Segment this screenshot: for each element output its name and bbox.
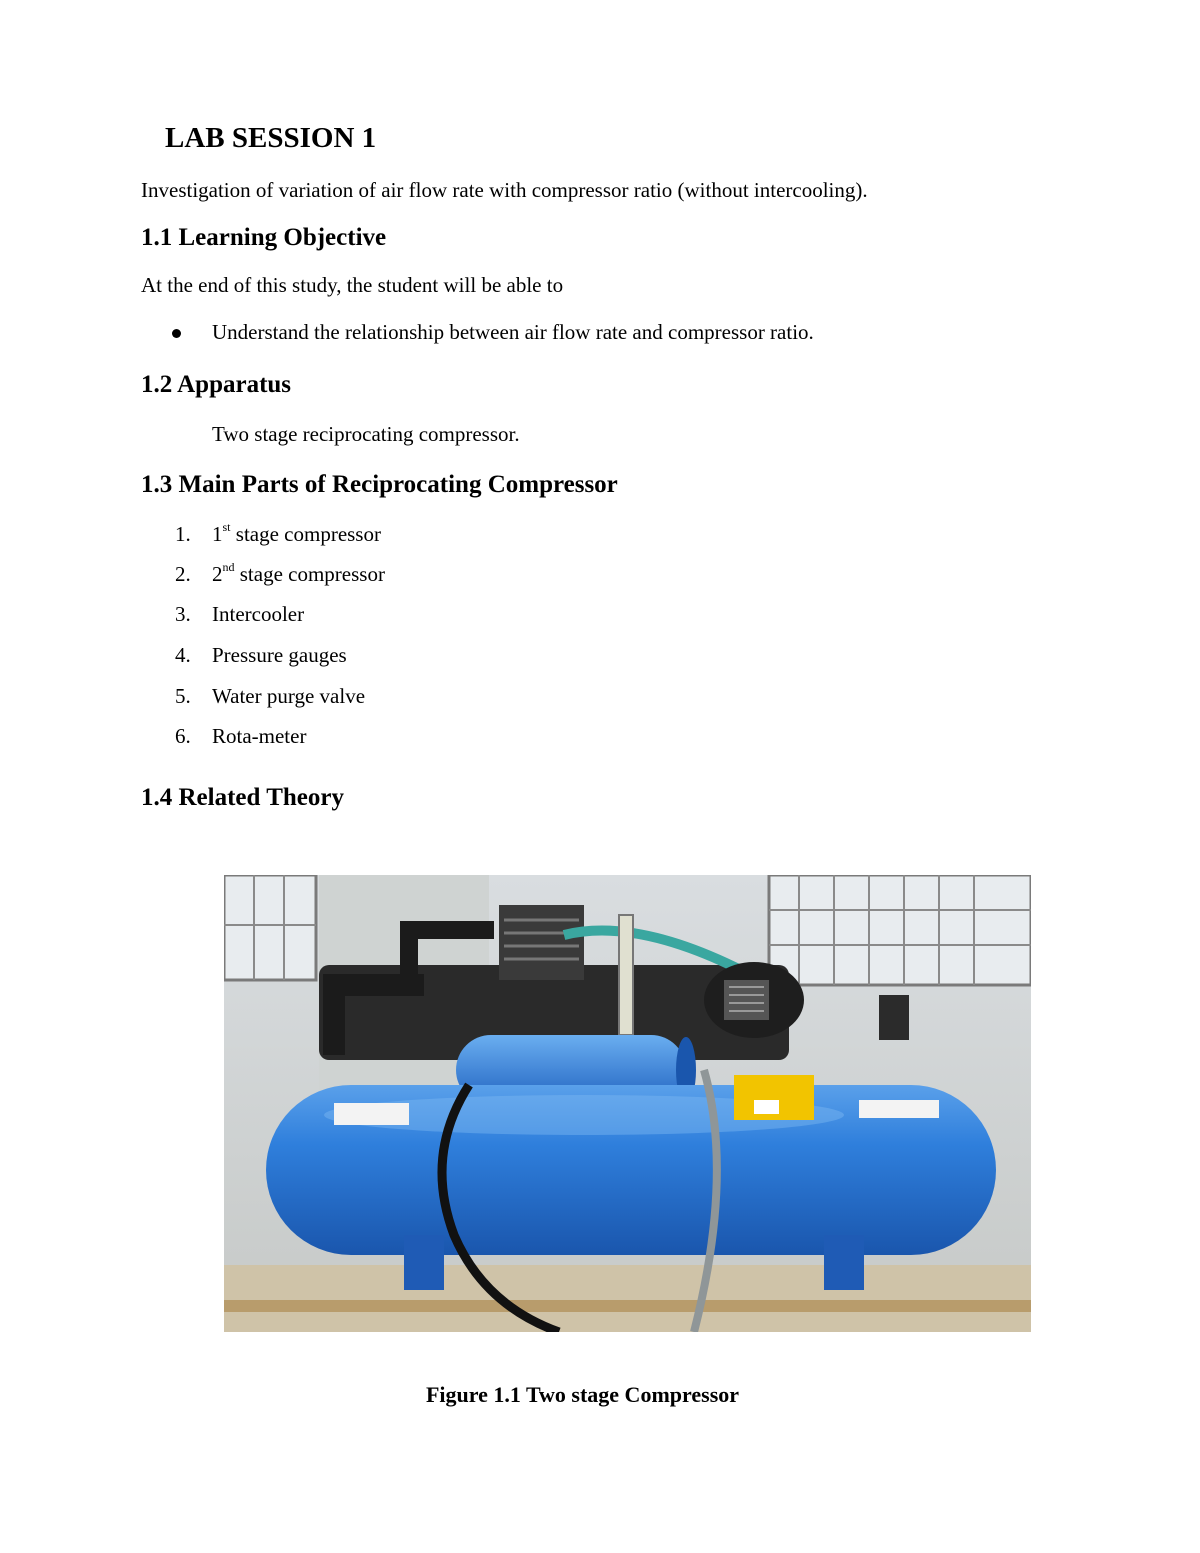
heading-related-theory: 1.4 Related Theory — [141, 784, 344, 811]
bullet-text: Understand the relationship between air flow rate and compressor ratio. — [212, 320, 814, 344]
apparatus-text: Two stage reciprocating compressor. — [212, 422, 520, 446]
heading-main-parts: 1.3 Main Parts of Reciprocating Compressor — [141, 471, 618, 498]
document-page: LAB SESSION 1 Investigation of variation of air flow rate with compressor ratio (without intercooling). 1.1 Learning Objective At the end of this study, the student will be able to Understand the relationship between air flow rate and compressor ratio. 1.2 Apparatus Two stage reciprocating compressor. 1.3 Main Parts of Reciprocating Compressor 1. 1st stage compressor 2. 2nd stage compressor 3. Intercooler 4. Pressure gauges 5. Water purge valve 6. Rota-meter 1.4 Related Theory Figure 1.1 Two stage Compressor — [0, 0, 1200, 1553]
heading-apparatus: 1.2 Apparatus — [141, 371, 292, 398]
compressor-photo — [224, 875, 1031, 1332]
bullet-icon — [172, 329, 181, 338]
objective-lead: At the end of this study, the student will be able to — [141, 273, 564, 297]
figure-caption: Figure 1.1 Two stage Compressor — [425, 1382, 740, 1407]
intro-text: Investigation of variation of air flow rate with compressor ratio (without intercooling). — [141, 178, 868, 202]
page-title: LAB SESSION 1 — [165, 122, 377, 154]
heading-learning-objective: 1.1 Learning Objective — [141, 224, 387, 251]
